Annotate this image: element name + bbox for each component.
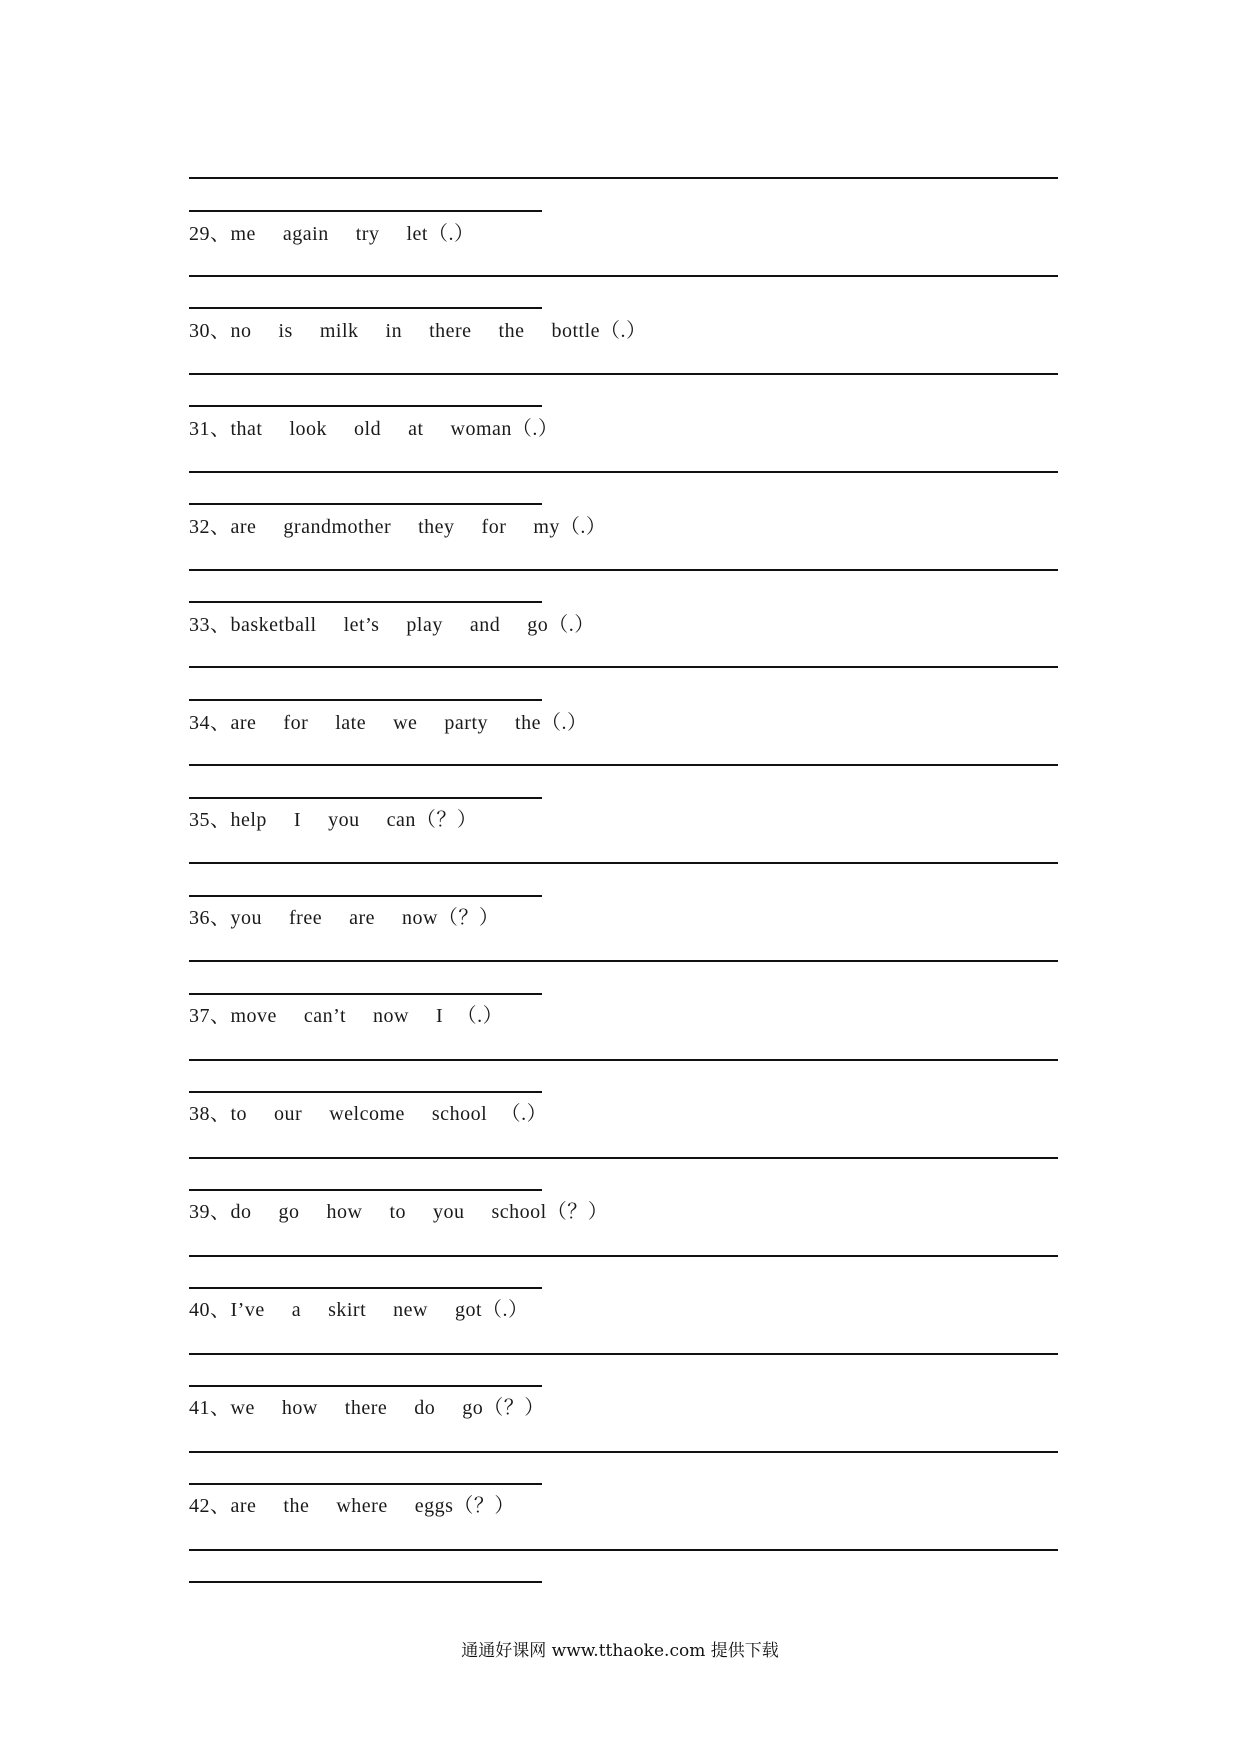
question-30: 30、no is milk in there the bottle（.） [189,320,647,342]
answer-line [189,1353,1058,1355]
answer-line [189,862,1058,864]
answer-line-short [189,1091,542,1093]
answer-line [189,177,1058,179]
question-37: 37、move can’t now I （.） [189,1005,504,1027]
answer-line [189,960,1058,962]
answer-line-short [189,993,542,995]
question-35: 35、help I you can（？） [189,809,478,831]
answer-line-short [189,1287,542,1289]
answer-line [189,764,1058,766]
answer-line-short [189,895,542,897]
answer-line-short [189,1581,542,1583]
answer-line [189,1255,1058,1257]
answer-line-short [189,1189,542,1191]
question-38: 38、to our welcome school （.） [189,1103,548,1125]
answer-line [189,471,1058,473]
footer-text: 通通好课网 www.tthaoke.com 提供下载 [461,1641,779,1661]
answer-line-short [189,503,542,505]
question-31: 31、that look old at woman（.） [189,418,559,440]
question-33: 33、basketball let’s play and go（.） [189,614,595,636]
answer-line-short [189,601,542,603]
answer-line [189,569,1058,571]
question-32: 32、are grandmother they for my（.） [189,516,607,538]
question-29: 29、me again try let（.） [189,223,475,245]
answer-line-short [189,405,542,407]
question-42: 42、are the where eggs（？） [189,1495,515,1517]
question-39: 39、do go how to you school（？） [189,1201,609,1223]
answer-line [189,1157,1058,1159]
answer-line-short [189,307,542,309]
answer-line-short [189,210,542,212]
question-34: 34、are for late we party the（.） [189,712,588,734]
answer-line [189,373,1058,375]
question-40: 40、I’ve a skirt new got（.） [189,1299,529,1321]
answer-line [189,1549,1058,1551]
answer-line-short [189,797,542,799]
answer-line-short [189,1385,542,1387]
answer-line [189,1059,1058,1061]
answer-line [189,275,1058,277]
answer-line-short [189,1483,542,1485]
answer-line [189,1451,1058,1453]
answer-line-short [189,699,542,701]
question-41: 41、we how there do go（？） [189,1397,545,1419]
answer-line [189,666,1058,668]
question-36: 36、you free are now（？） [189,907,500,929]
